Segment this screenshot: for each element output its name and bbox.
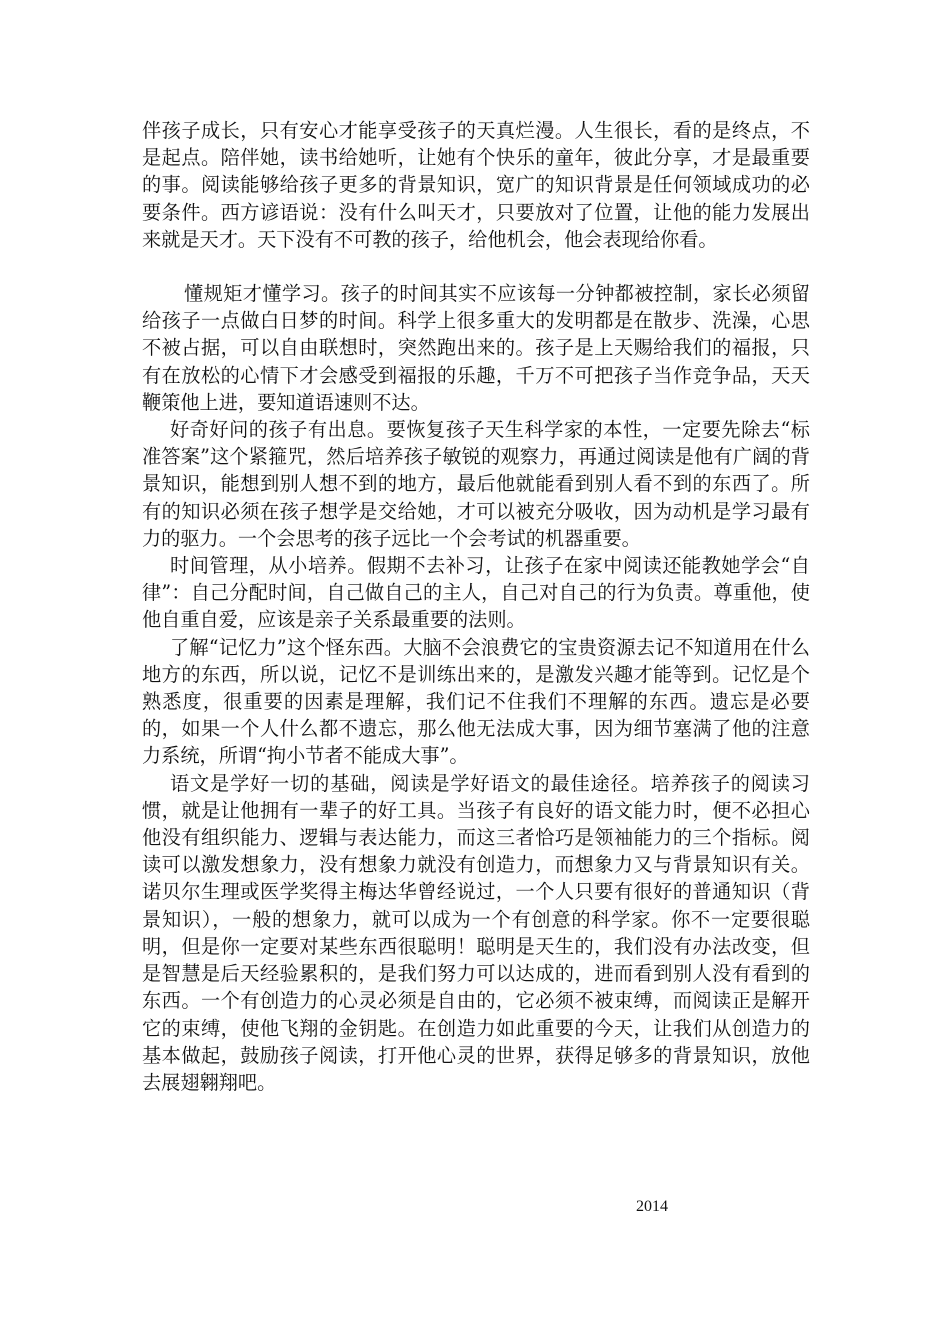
footer-year: 2014	[636, 1198, 668, 1215]
paragraph-rules: 懂规矩才懂学习。孩子的时间其实不应该每一分钟都被控制，家长必须留给孩子一点做白日梦的时间。科学上很多重大的发明都是在散步、洗澡，心思不被占据，可以自由联想时，突然跑出来的。孩子是上天赐给我们的福报，只有在放松的心情下才会感受到福报的乐趣，千万不可把孩子当作竞争品，天天鞭策他上进，要知道语速则不达。	[142, 282, 810, 414]
paragraph-time-management: 时间管理，从小培养。假期不去补习，让孩子在家中阅读还能教她学会“自律”：自己分配时间，自己做自己的主人，自己对自己的行为负责。尊重他，使他自重自爱，应该是亲子关系最重要的法则。	[142, 554, 810, 632]
document-body	[142, 117, 810, 1096]
paragraph-spacer	[142, 253, 810, 280]
paragraph-childhood: 伴孩子成长，只有安心才能享受孩子的天真烂漫。人生很长，看的是终点，不是起点。陪伴她，读书给她听，让她有个快乐的童年，彼此分享，才是最重要的事。阅读能够给孩子更多的背景知识，宽广的知识背景是任何领域成功的必要条件。西方谚语说：没有什么叫天才，只要放对了位置，让他的能力发展出来就是天才。天下没有不可教的孩子，给他机会，他会表现给你看。	[142, 119, 810, 251]
paragraph-curiosity: 好奇好问的孩子有出息。要恢复孩子天生科学家的本性，一定要先除去“标准答案”这个紧箍咒，然后培养孩子敏锐的观察力，再通过阅读是他有广阔的背景知识，能想到别人想不到的地方，最后他就能看到别人看不到的东西了。所有的知识必须在孩子想学是交给她，才可以被充分吸收，因为动机是学习最有力的驱力。一个会思考的孩子远比一个会考试的机器重要。	[142, 418, 810, 550]
paragraph-language: 语文是学好一切的基础，阅读是学好语文的最佳途径。培养孩子的阅读习惯，就是让他拥有一辈子的好工具。当孩子有良好的语文能力时，便不必担心他没有组织能力、逻辑与表达能力，而这三者恰巧是领袖能力的三个指标。阅读可以激发想象力，没有想象力就没有创造力，而想象力又与背景知识有关。诺贝尔生理或医学奖得主梅达华曾经说过，一个人只要有很好的普通知识（背景知识），一般的想象力，就可以成为一个有创意的科学家。你不一定要很聪明，但是你一定要对某些东西很聪明！聪明是天生的，我们没有办法改变，但是智慧是后天经验累积的，是我们努力可以达成的，进而看到别人没有看到的东西。一个有创造力的心灵必须是自由的，它必须不被束缚，而阅读正是解开它的束缚，使他飞翔的金钥匙。在创造力如此重要的今天，让我们从创造力的基本做起，鼓励孩子阅读，打开他心灵的世界，获得足够多的背景知识，放他去展翅翱翔吧。	[142, 771, 810, 1094]
paragraph-memory: 了解“记忆力”这个怪东西。大脑不会浪费它的宝贵资源去记不知道用在什么地方的东西，所以说，记忆不是训练出来的，是激发兴趣才能等到。记忆是个熟悉度，很重要的因素是理解，我们记不住我们不理解的东西。遗忘是必要的，如果一个人什么都不遗忘，那么他无法成大事，因为细节塞满了他的注意力系统，所谓“拘小节者不能成大事”。	[142, 635, 810, 768]
